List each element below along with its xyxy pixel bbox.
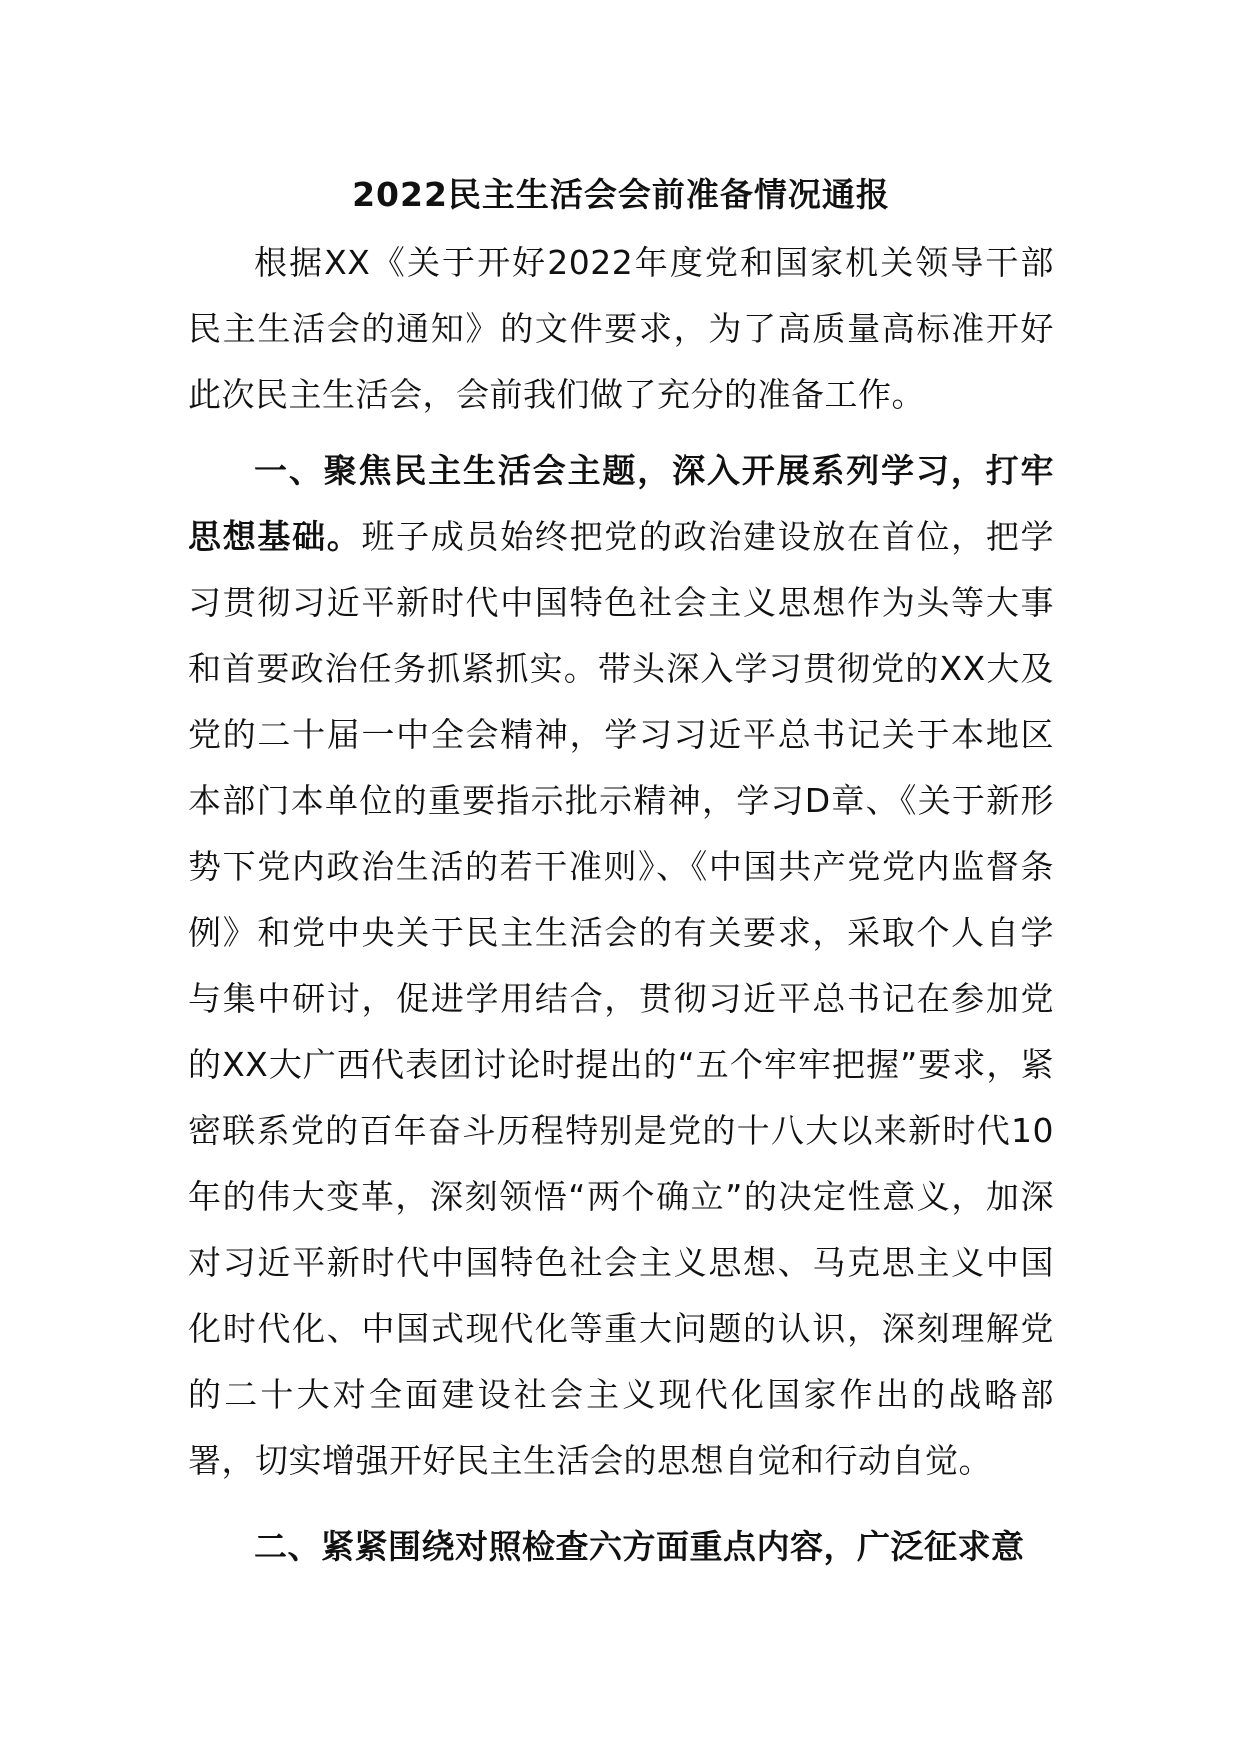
section-2-heading: 二、紧紧围绕对照检查六方面重点内容，广泛征求意 bbox=[254, 1527, 1025, 1566]
section-1-paragraph bbox=[188, 438, 1054, 1494]
document-page bbox=[188, 170, 1054, 1580]
section-1-body: 班子成员始终把党的政治建设放在首位，把学习贯彻习近平新时代中国特色社会主义思想作为头等大事和首要政治任务抓紧抓实。带头深入学习贯彻党的XX大及党的二十届一中全会精神，学习习近平总书记关于本地区本部门本单位的重要指示批示精神，学习D章、《关于新形势下党内政治生活的若干准则》、《中国共产党党内监督条例》和党中央关于民主生活会的有关要求，采取个人自学与集中研讨，促进学用结合，贯彻习近平总书记在参加党的XX大广西代表团讨论时提出的“五个牢牢把握”要求，紧密联系党的百年奋斗历程特别是党的十八大以来新时代10年的伟大变革，深刻领悟“两个确立”的决定性意义，加深对习近平新时代中国特色社会主义思想、马克思主义中国化时代化、中国式现代化等重大问题的认识，深刻理解党的二十大对全面建设社会主义现代化国家作出的战略部署，切实增强开好民主生活会的思想自觉和行动自觉。 bbox=[188, 517, 1054, 1480]
section-2-paragraph bbox=[188, 1514, 1054, 1580]
document-title: 2022民主生活会会前准备情况通报 bbox=[352, 175, 890, 214]
section-1-heading: 一、聚焦民主生活会主题，深入开展系列学习，打牢思想基础。 bbox=[188, 451, 1054, 556]
intro-paragraph: 根据XX《关于开好2022年度党和国家机关领导干部民主生活会的通知》的文件要求，为了高质量高标准开好此次民主生活会，会前我们做了充分的准备工作。 bbox=[188, 243, 1054, 414]
